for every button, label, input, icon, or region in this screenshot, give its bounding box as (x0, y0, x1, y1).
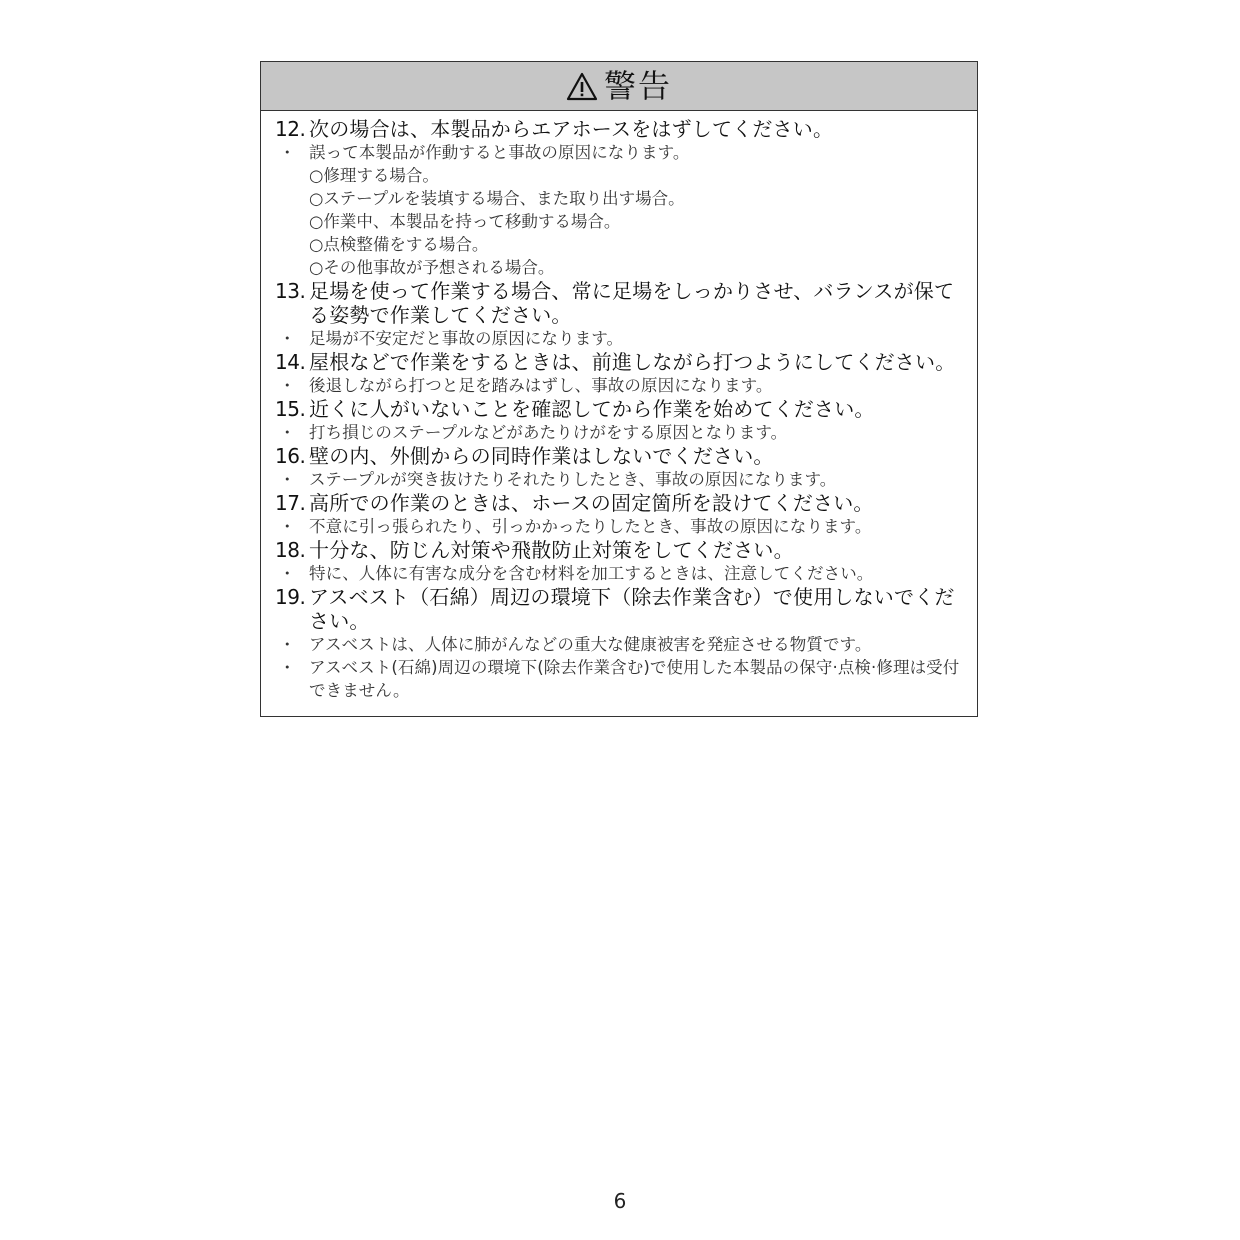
warning-item (275, 538, 969, 585)
warning-item (275, 397, 969, 444)
sub-line: ○点検整備をする場合。 (309, 235, 489, 254)
item-text: 高所での作業のときは、ホースの固定箇所を設けてください。 (309, 491, 874, 515)
item-note: ・ 特に、人体に有害な成分を含む材料を加工するときは、注意してください。 (275, 562, 969, 585)
bullet: ・ (279, 635, 296, 654)
item-text: 近くに人がいないことを確認してから作業を始めてください。 (309, 397, 875, 421)
item-number: 18. (275, 538, 306, 562)
item-number: 19. (275, 585, 306, 609)
item-note: ・ 不意に引っ張られたり、引っかかったりしたとき、事故の原因になります。 (275, 515, 969, 538)
bullet: ・ (279, 517, 296, 536)
bullet: ・ (279, 329, 296, 348)
sub-line: ○修理する場合。 (309, 166, 439, 185)
item-number: 15. (275, 397, 306, 421)
item-text: 次の場合は、本製品からエアホースをはずしてください。 (309, 117, 834, 141)
bullet: ・ (279, 423, 296, 442)
item-note: ・ 足場が不安定だと事故の原因になります。 (275, 327, 969, 350)
item-text: 十分な、防じん対策や飛散防止対策をしてください。 (309, 538, 794, 562)
warning-box (260, 61, 978, 717)
item-note: ・ 打ち損じのステープルなどがあたりけがをする原因となります。 (275, 421, 969, 444)
item-number: 17. (275, 491, 306, 515)
sub-line: ○ステープルを装填する場合、また取り出す場合。 (309, 189, 685, 208)
warning-header (261, 62, 977, 111)
sub-line: ○その他事故が予想される場合。 (309, 258, 555, 277)
item-number: 13. (275, 279, 306, 303)
item-text: アスベスト（石綿）周辺の環境下（除去作業含む）で使用しないでください。 (309, 585, 955, 633)
bullet: ・ (279, 470, 296, 489)
page-number: 6 (613, 1189, 627, 1213)
bullet: ・ (279, 376, 296, 395)
bullet: ・ (279, 564, 296, 583)
item-note: ・ 誤って本製品が作動すると事故の原因になります。 (275, 141, 969, 164)
warning-item (275, 585, 969, 702)
warning-item (275, 444, 969, 491)
bullet: ・ (279, 658, 296, 677)
sub-line: ○作業中、本製品を持って移動する場合。 (309, 212, 621, 231)
warning-item (275, 279, 969, 350)
warning-item (275, 350, 969, 397)
item-text: 屋根などで作業をするときは、前進しながら打つようにしてください。 (309, 350, 956, 374)
warning-triangle-icon (566, 72, 598, 102)
item-note: ・ アスベスト(石綿)周辺の環境下(除去作業含む)で使用した本製品の保守·点検·修理は受付できません。 (275, 656, 969, 702)
item-number: 12. (275, 117, 306, 141)
warning-item (275, 491, 969, 538)
warning-body (261, 111, 977, 702)
item-number: 14. (275, 350, 306, 374)
item-text: 壁の内、外側からの同時作業はしないでください。 (309, 444, 774, 468)
warning-item (275, 117, 969, 279)
item-note: ・ 後退しながら打つと足を踏みはずし、事故の原因になります。 (275, 374, 969, 397)
bullet: ・ (279, 143, 296, 162)
item-number: 16. (275, 444, 306, 468)
item-note: ・ アスベストは、人体に肺がんなどの重大な健康被害を発症させる物質です。 (275, 633, 969, 656)
warning-title: 警告 (603, 67, 672, 105)
item-text: 足場を使って作業する場合、常に足場をしっかりさせ、バランスが保てる姿勢で作業してください。 (309, 279, 955, 327)
item-note: ・ ステープルが突き抜けたりそれたりしたとき、事故の原因になります。 (275, 468, 969, 491)
